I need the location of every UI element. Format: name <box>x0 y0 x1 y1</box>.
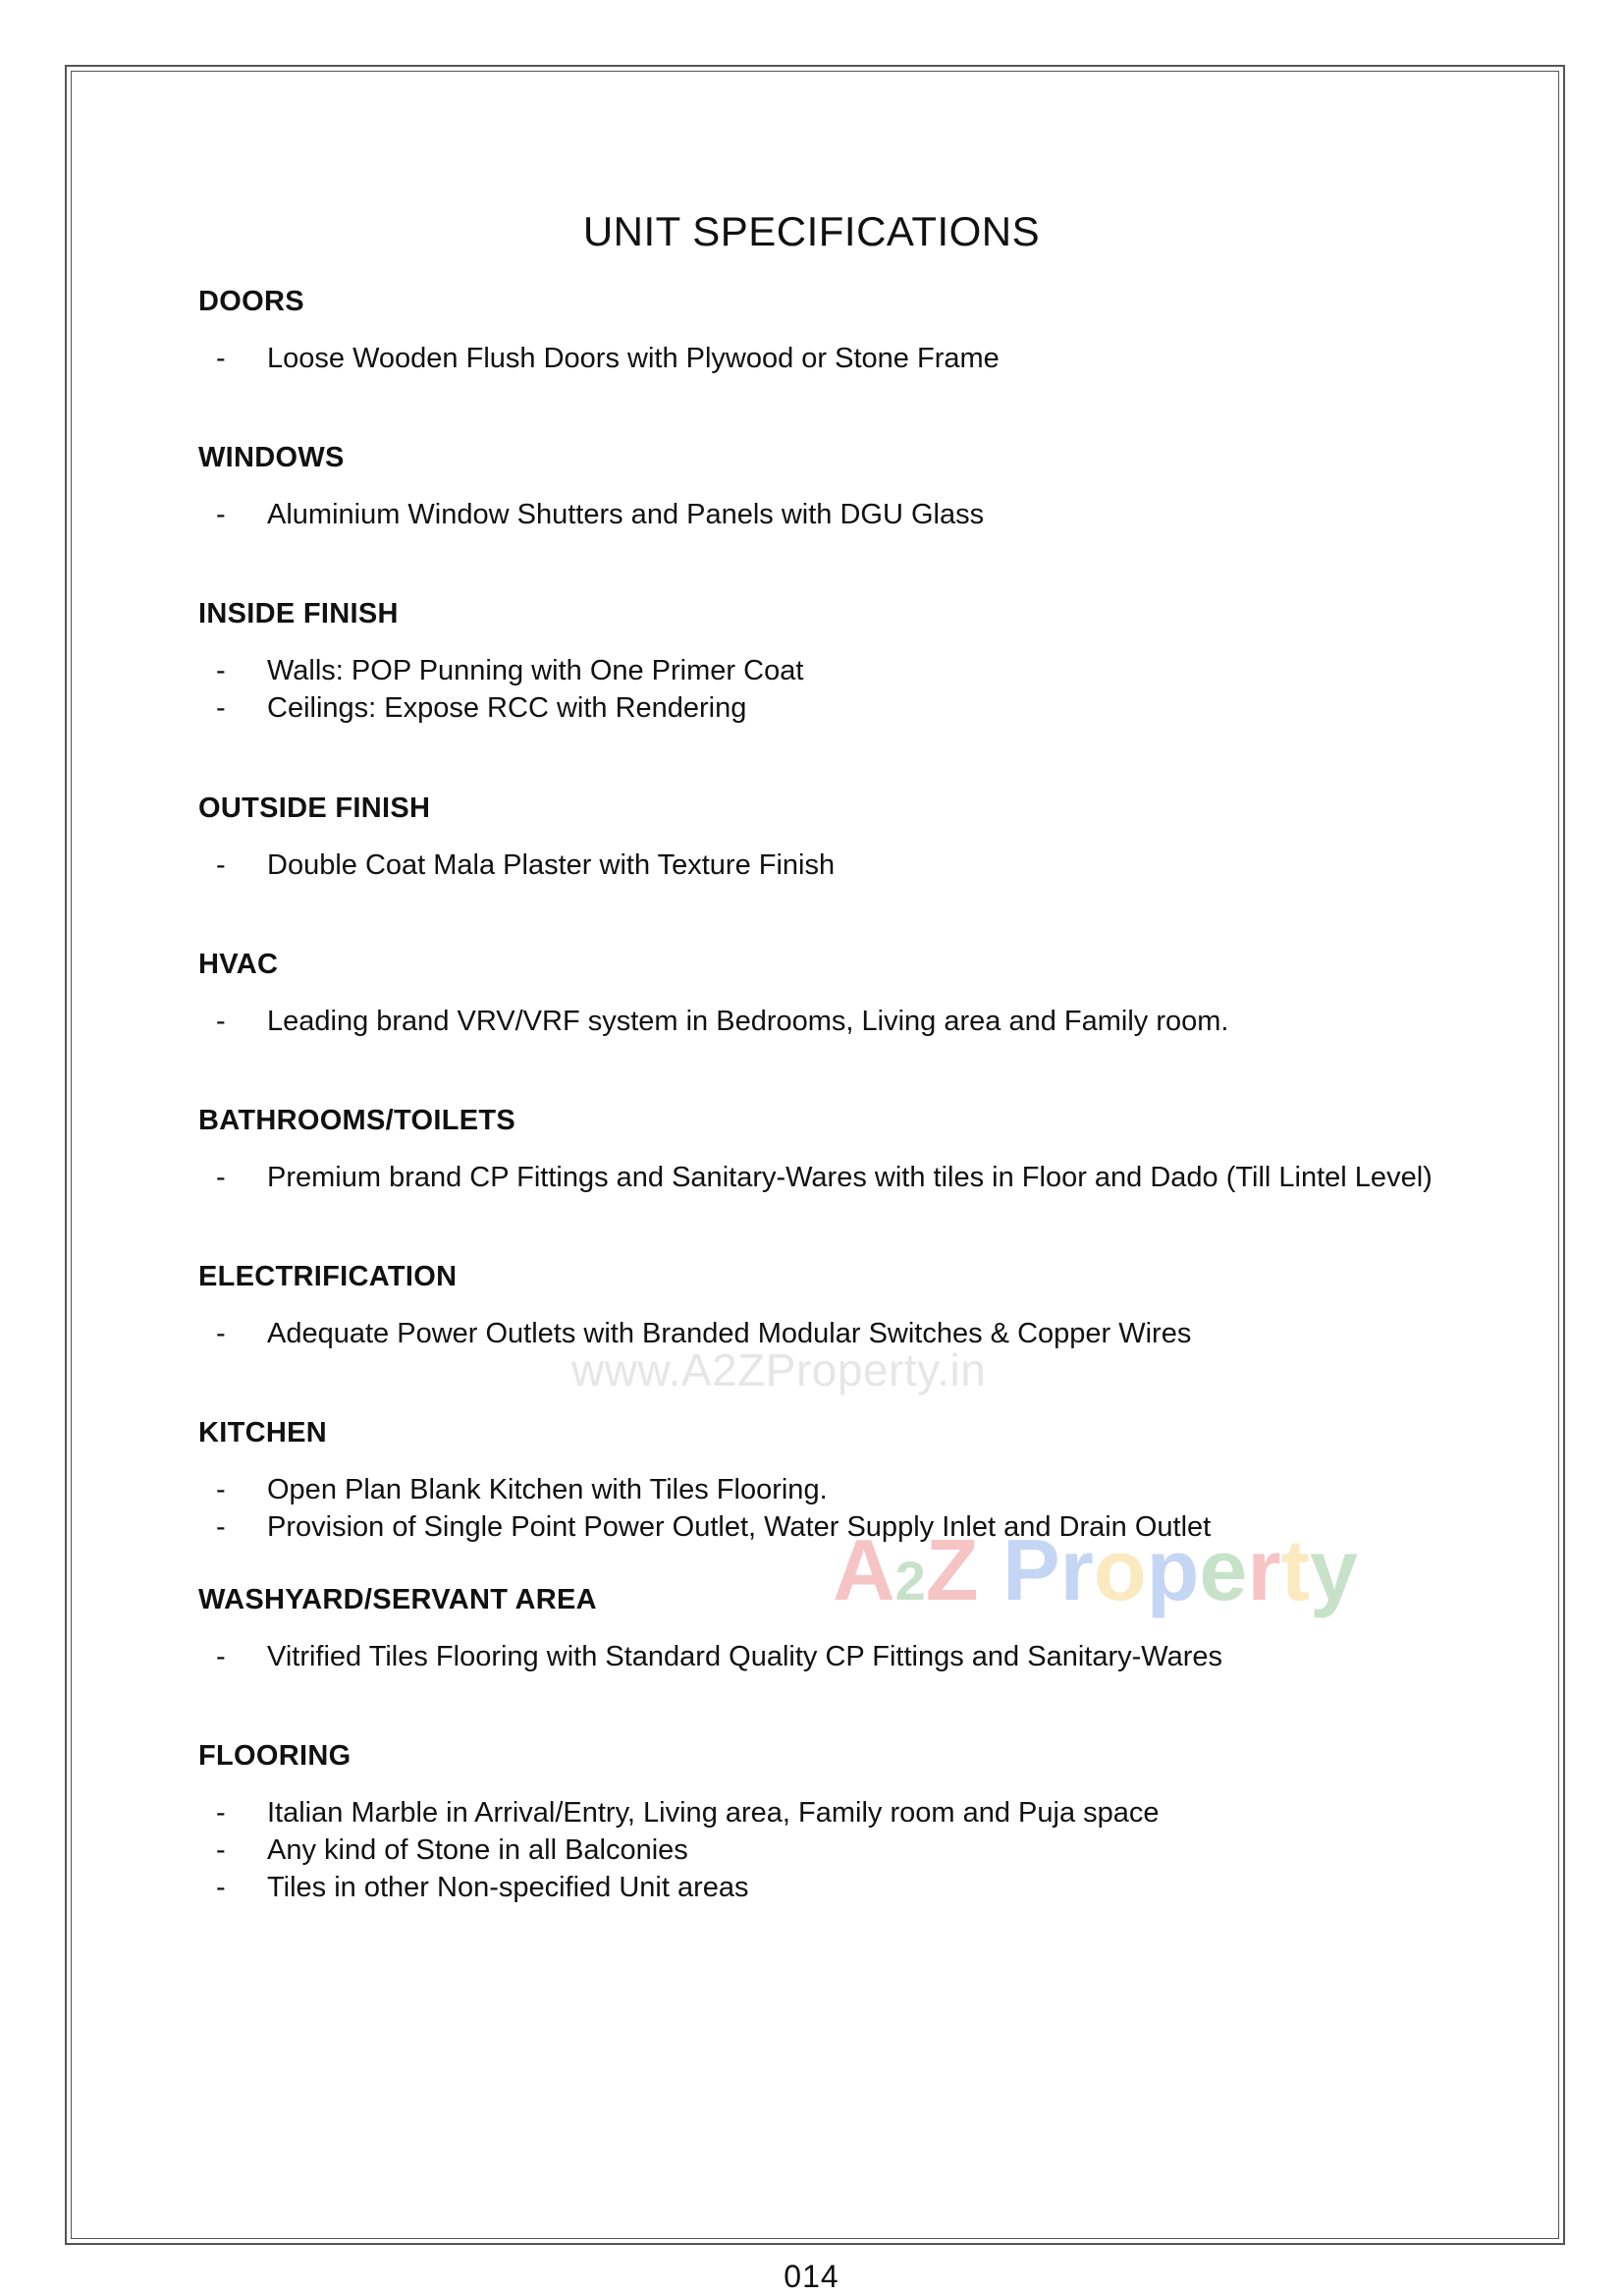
list-item <box>198 847 1475 884</box>
watermark-logo-char: e <box>1199 1521 1248 1618</box>
bullet-dash: - <box>216 1511 226 1543</box>
item-text: Ceilings: Expose RCC with Rendering <box>267 692 747 724</box>
section-outside-finish <box>198 790 1475 884</box>
list-item <box>198 1159 1475 1196</box>
bullet-dash: - <box>216 1006 226 1037</box>
bullet-dash: - <box>216 849 226 881</box>
section-electrification <box>198 1258 1475 1352</box>
watermark-logo-char: t <box>1280 1521 1310 1618</box>
section-hvac <box>198 946 1475 1040</box>
item-text: Open Plan Blank Kitchen with Tiles Flooring. <box>267 1474 828 1505</box>
bullet-dash: - <box>216 692 226 724</box>
bullet-dash: - <box>216 1162 226 1193</box>
section-items <box>198 652 1475 727</box>
section-items <box>198 1794 1475 1906</box>
section-flooring <box>198 1737 1475 1906</box>
section-heading: INSIDE FINISH <box>198 598 399 629</box>
section-kitchen <box>198 1414 1475 1546</box>
bullet-dash: - <box>216 1474 226 1505</box>
watermark-logo-char: p <box>1146 1521 1200 1618</box>
list-item <box>198 1831 1475 1869</box>
section-items <box>198 496 1475 533</box>
section-heading: KITCHEN <box>198 1417 327 1449</box>
bullet-dash: - <box>216 343 226 374</box>
section-items <box>198 847 1475 884</box>
section-items <box>198 1003 1475 1040</box>
section-heading: FLOORING <box>198 1740 352 1772</box>
list-item <box>198 1003 1475 1040</box>
list-item <box>198 652 1475 689</box>
section-items <box>198 340 1475 377</box>
list-item <box>198 689 1475 727</box>
list-item <box>198 1638 1475 1675</box>
list-item <box>198 1508 1475 1546</box>
item-text: Premium brand CP Fittings and Sanitary-Wares with tiles in Floor and Dado (Till Lintel Level) <box>267 1162 1433 1193</box>
section-windows <box>198 439 1475 533</box>
watermark-logo-char: r <box>1059 1521 1094 1618</box>
list-item <box>198 1315 1475 1352</box>
bullet-dash: - <box>216 499 226 530</box>
bullet-dash: - <box>216 1641 226 1672</box>
item-text: Adequate Power Outlets with Branded Modular Switches & Copper Wires <box>267 1318 1192 1349</box>
bullet-dash: - <box>216 1797 226 1829</box>
section-items <box>198 1159 1475 1196</box>
section-items <box>198 1638 1475 1675</box>
section-bathrooms-toilets <box>198 1102 1475 1196</box>
item-text: Tiles in other Non-specified Unit areas <box>267 1872 749 1903</box>
list-item <box>198 496 1475 533</box>
watermark-logo-char: o <box>1093 1521 1147 1618</box>
list-item <box>198 340 1475 377</box>
item-text: Aluminium Window Shutters and Panels with DGU Glass <box>267 499 985 530</box>
section-heading: OUTSIDE FINISH <box>198 793 431 824</box>
list-item <box>198 1869 1475 1906</box>
bullet-dash: - <box>216 655 226 686</box>
item-text: Vitrified Tiles Flooring with Standard Quality CP Fittings and Sanitary-Wares <box>267 1641 1222 1672</box>
page-number: 014 <box>784 2259 839 2294</box>
section-heading: ELECTRIFICATION <box>198 1261 458 1292</box>
item-text: Provision of Single Point Power Outlet, Water Supply Inlet and Drain Outlet <box>267 1511 1212 1543</box>
bullet-dash: - <box>216 1834 226 1866</box>
watermark-url: www.A2ZProperty.in <box>571 1344 987 1395</box>
section-heading: BATHROOMS/TOILETS <box>198 1105 516 1136</box>
section-heading: WINDOWS <box>198 442 345 473</box>
item-text: Loose Wooden Flush Doors with Plywood or Stone Frame <box>267 343 1000 374</box>
page-title: UNIT SPECIFICATIONS <box>582 208 1041 254</box>
list-item <box>198 1794 1475 1831</box>
section-items <box>198 1471 1475 1546</box>
watermark-logo-char: P <box>1001 1521 1060 1618</box>
item-text: Leading brand VRV/VRF system in Bedrooms, Living area and Family room. <box>267 1006 1229 1037</box>
section-items <box>198 1315 1475 1352</box>
section-heading: DOORS <box>198 286 304 317</box>
section-heading: WASHYARD/SERVANT AREA <box>198 1584 597 1615</box>
section-inside-finish <box>198 595 1475 727</box>
item-text: Double Coat Mala Plaster with Texture Finish <box>267 849 836 881</box>
section-washyard-servant-area <box>198 1581 1475 1675</box>
item-text: Walls: POP Punning with One Primer Coat <box>267 655 804 686</box>
list-item <box>198 1471 1475 1508</box>
bullet-dash: - <box>216 1318 226 1349</box>
watermark-logo-char: 2 <box>894 1550 926 1612</box>
item-text: Any kind of Stone in all Balconies <box>267 1834 688 1866</box>
watermark-logo-char: y <box>1309 1521 1358 1618</box>
watermark-logo-char: A <box>833 1521 895 1618</box>
bullet-dash: - <box>216 1872 226 1903</box>
section-doors <box>198 283 1475 377</box>
watermark-logo-char: Z <box>925 1521 979 1618</box>
section-heading: HVAC <box>198 949 279 980</box>
watermark-logo-char: r <box>1247 1521 1281 1618</box>
item-text: Italian Marble in Arrival/Entry, Living area, Family room and Puja space <box>267 1797 1160 1829</box>
